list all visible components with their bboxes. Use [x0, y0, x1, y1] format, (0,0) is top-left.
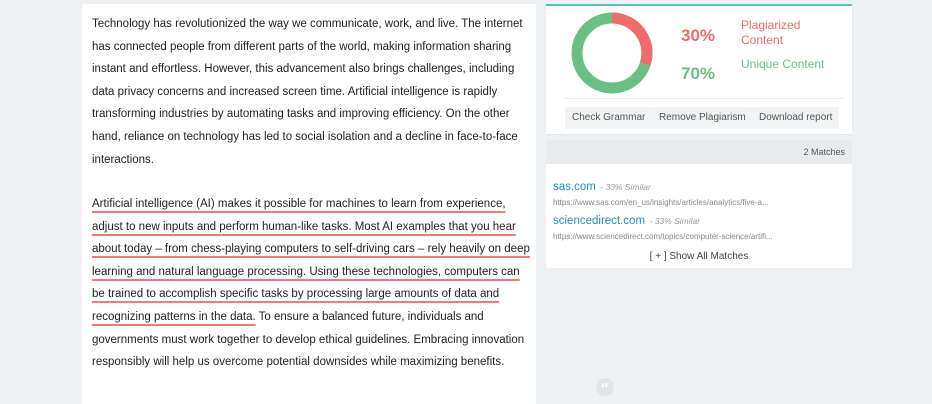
match-item: [553, 177, 843, 207]
matches-card: [546, 140, 852, 268]
paragraph-matched: [92, 193, 532, 374]
plagiarized-percent: 30%: [681, 26, 716, 45]
match-item: [553, 211, 843, 241]
check-grammar-button[interactable]: Check Grammar: [565, 107, 652, 129]
match-similarity: - 33% Similar: [649, 216, 701, 226]
card-divider: [564, 98, 844, 99]
paragraph-rest: To ensure a balanced future, individuals and governments must work together to develop ethical guidelines. Embracing innovation responsibly will help us overcome potential downsides while maximizing benefits.: [92, 310, 525, 369]
plagiarism-donut-chart: [571, 12, 653, 94]
match-similarity: - 33% Similar: [600, 182, 651, 192]
match-url[interactable]: https://www.sciencedirect.com/topics/computer-science/artifi...: [553, 232, 773, 241]
download-report-button[interactable]: Download report: [752, 107, 839, 129]
show-all-matches-button[interactable]: [ + ] Show All Matches: [649, 251, 749, 262]
matches-count: 2 Matches: [546, 140, 852, 164]
result-summary-card: [546, 4, 852, 134]
unique-percent: 70%: [681, 64, 716, 83]
paragraph-original: Technology has revolutionized the way we communicate, work, and live. The internet has connected people from different parts of the world, making information sharing instant and effortless. However, this advancement also brings challenges, including data privacy concerns and increased screen time. Artificial intelligence is rapidly transforming industries by automating tasks and improving efficiency. On the other hand, reliance on technology has led to social isolation and a decline in face-to-face interactions.: [92, 18, 523, 166]
match-source-link[interactable]: sciencedirect.com: [553, 215, 646, 227]
match-url[interactable]: https://www.sas.com/en_us/insights/articles/analytics/five-a...: [553, 198, 769, 207]
plagiarized-highlight[interactable]: Artificial intelligence (AI) makes it possible for machines to learn from experience, adjust to new inputs and perform human-like tasks. Most AI examples that you hear about today – from chess-playing computers to self-driving cars – rely heavily on deep learning and natural language processing. Using these technologies, computers can be trained to accomplish specific tasks by processing large amounts of data and recognizing patterns in the data.: [92, 198, 530, 323]
match-source-link[interactable]: sas.com: [553, 181, 596, 193]
remove-plagiarism-button[interactable]: Remove Plagiarism: [652, 107, 753, 129]
unique-label: Unique Content: [741, 57, 825, 71]
plagiarized-label: Plagiarized Content: [741, 18, 801, 47]
quote-icon[interactable]: “: [596, 378, 614, 396]
